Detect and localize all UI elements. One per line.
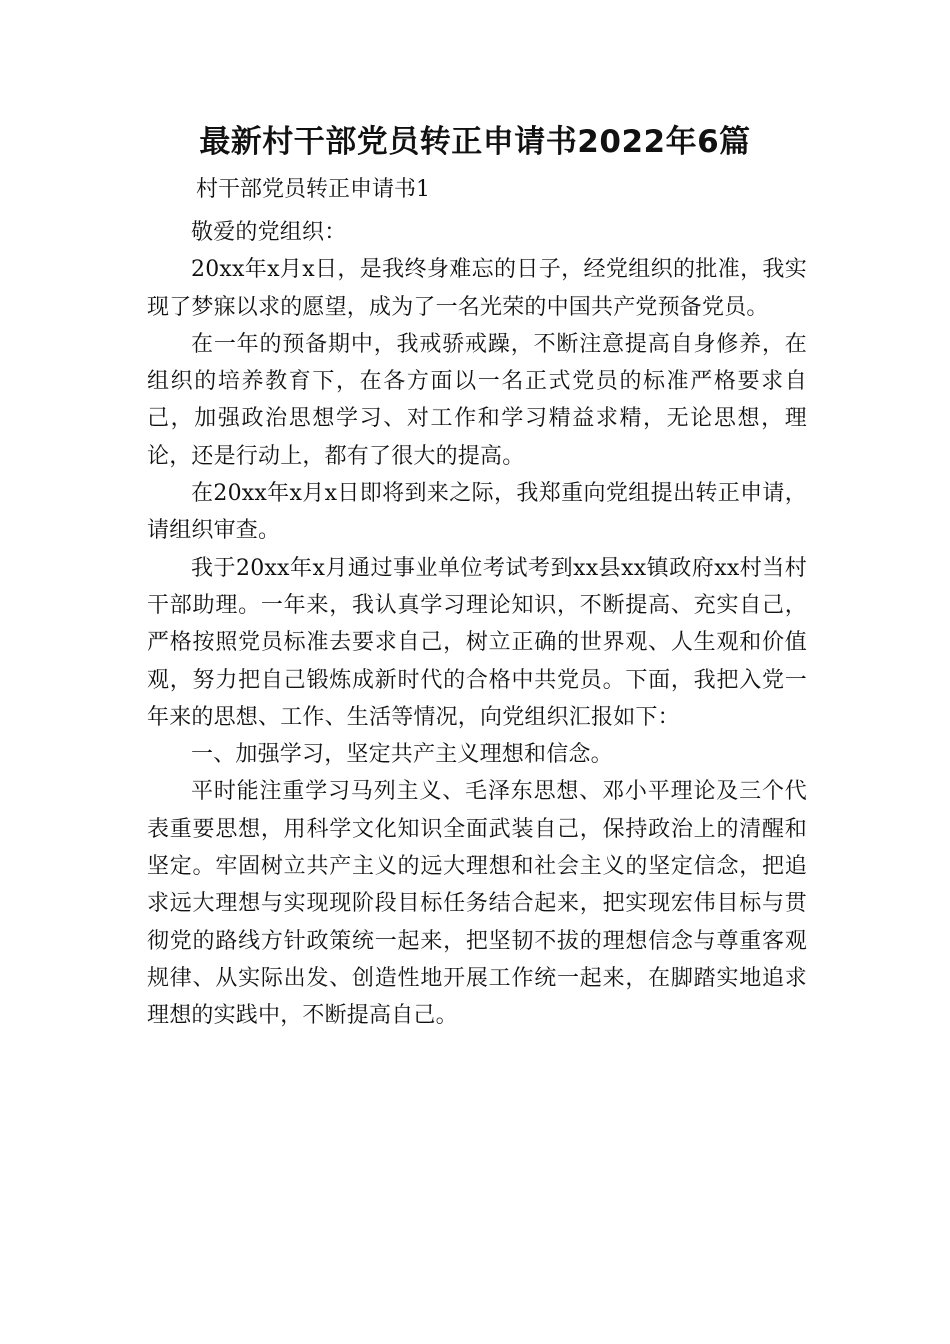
paragraph-5: 平时能注重学习马列主义、毛泽东思想、邓小平理论及三个代表重要思想，用科学文化知识全面武装自己，保持政治上的清醒和坚定。牢固树立共产主义的远大理想和社会主义的坚定信念，把追求远大理想与实现现阶段目标任务结合起来，把实现宏伟目标与贯彻党的路线方针政策统一起来，把坚韧不拔的理想信念与尊重客观规律、从实际出发、创造性地开展工作统一起来，在脚踏实地追求理想的实践中，不断提高自己。 bbox=[147, 779, 807, 1029]
document-title: 最新村干部党员转正申请书2022年6篇 bbox=[199, 124, 751, 160]
salutation: 敬爱的党组织： bbox=[191, 220, 347, 245]
paragraph-3: 在20xx年x月x日即将到来之际，我郑重向党组提出转正申请，请组织审查。 bbox=[147, 481, 807, 544]
paragraph-1: 20xx年x月x日，是我终身难忘的日子，经党组织的批准，我实现了梦寐以求的愿望，成为了一名光荣的中国共产党预备党员。 bbox=[147, 257, 807, 320]
paragraph-4: 我于20xx年x月通过事业单位考试考到xx县xx镇政府xx村当村干部助理。一年来，我认真学习理论知识，不断提高、充实自己，严格按照党员标准去要求自己，树立正确的世界观、人生观和价值观，努力把自己锻炼成新时代的合格中共党员。下面，我把入党一年来的思想、工作、生活等情况，向党组织汇报如下： bbox=[147, 555, 807, 730]
document-body bbox=[147, 214, 807, 1035]
document-subtitle: 村干部党员转正申请书1 bbox=[196, 177, 430, 202]
section-heading-1: 一、加强学习，坚定共产主义理想和信念。 bbox=[191, 742, 613, 768]
paragraph-2: 在一年的预备期中，我戒骄戒躁，不断注意提高自身修养，在组织的培养教育下，在各方面以一名正式党员的标准严格要求自己，加强政治思想学习、对工作和学习精益求精，无论思想，理论，还是行动上，都有了很大的提高。 bbox=[147, 331, 807, 469]
